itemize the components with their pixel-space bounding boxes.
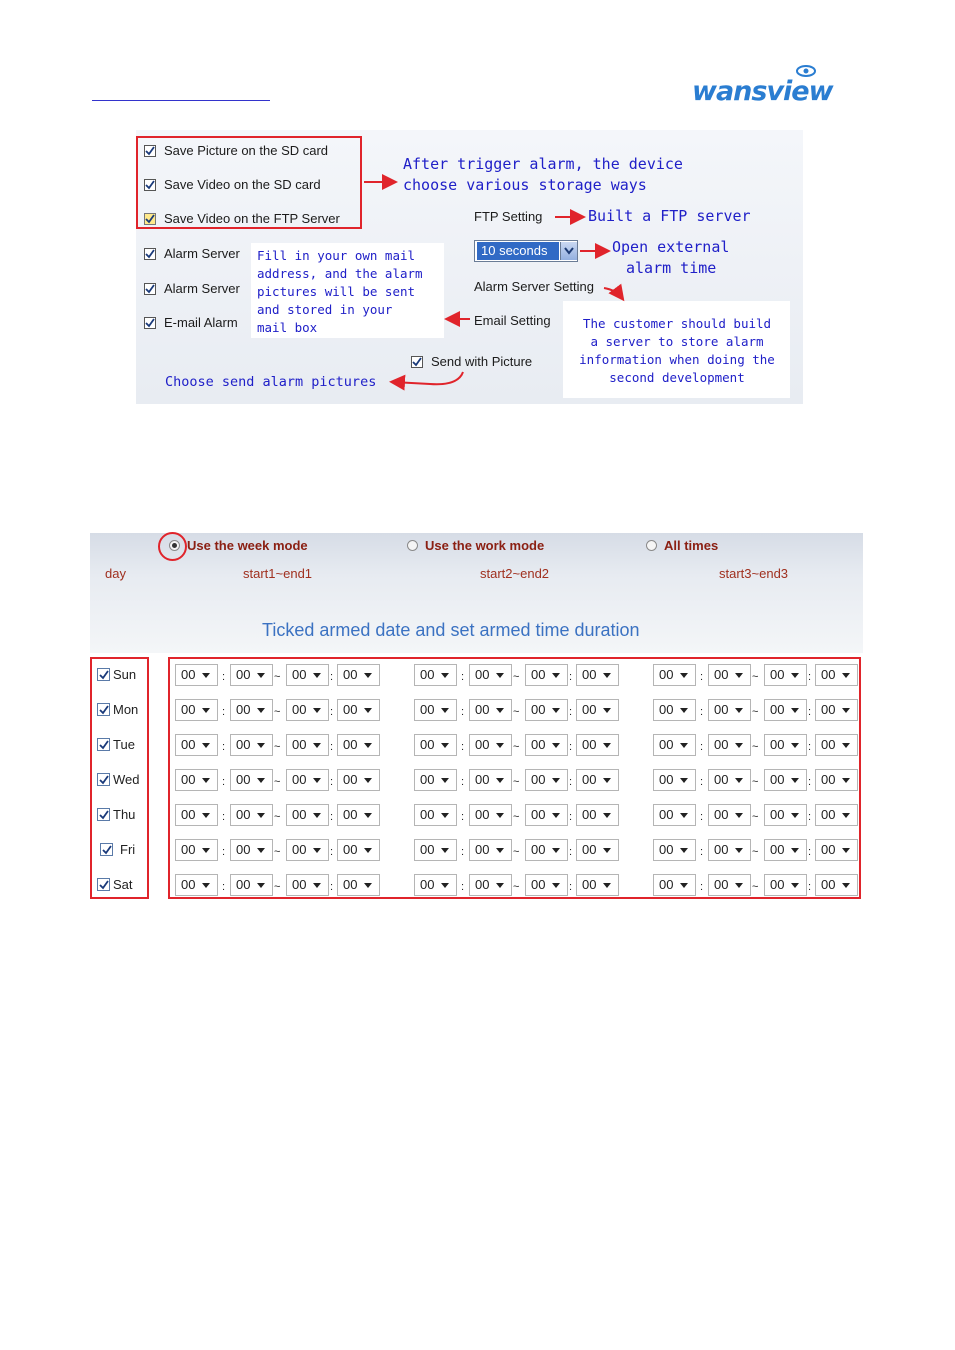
work-mode-radio[interactable] bbox=[407, 538, 544, 553]
time-dropdown[interactable]: 00 bbox=[576, 804, 619, 826]
time-separator: ~ bbox=[274, 846, 281, 858]
mail-note: Fill in your own mail address, and the alarm pictures will be sent and stored in your mail box bbox=[257, 248, 423, 335]
time-dropdown[interactable]: 00 bbox=[175, 769, 218, 791]
external-note: Open external alarm time bbox=[612, 238, 730, 277]
time-separator: : bbox=[461, 846, 465, 858]
time-separator: : bbox=[330, 671, 334, 683]
time-dropdown[interactable]: 00 bbox=[576, 734, 619, 756]
radio-icon[interactable] bbox=[646, 540, 657, 551]
time-dropdown[interactable]: 00 bbox=[576, 839, 619, 861]
storage-note: After trigger alarm, the device choose various storage ways bbox=[403, 155, 683, 194]
radio-label: All times bbox=[664, 538, 719, 553]
time-dropdown[interactable]: 00 bbox=[175, 874, 218, 896]
server-note: The customer should build a server to store alarm information when doing the second development bbox=[579, 316, 775, 385]
alarm-server-setting-link[interactable]: Alarm Server Setting bbox=[474, 279, 594, 294]
time-dropdown[interactable]: 00 bbox=[337, 664, 380, 686]
time-separator: : bbox=[461, 776, 465, 788]
time-separator: : bbox=[700, 811, 704, 823]
time-separator: ~ bbox=[752, 776, 759, 788]
time-dropdown[interactable]: 00 bbox=[230, 734, 273, 756]
time-dropdown[interactable]: 00 bbox=[653, 769, 696, 791]
time-dropdown[interactable]: 00 bbox=[414, 734, 457, 756]
radio-icon[interactable] bbox=[407, 540, 418, 551]
time-separator: : bbox=[461, 706, 465, 718]
time-dropdown[interactable]: 00 bbox=[414, 769, 457, 791]
time-separator: : bbox=[700, 881, 704, 893]
time-separator: ~ bbox=[752, 846, 759, 858]
annotation-arrows bbox=[136, 130, 803, 404]
time-dropdown[interactable]: 00 bbox=[286, 839, 329, 861]
time-separator: : bbox=[569, 881, 573, 893]
time-separator: : bbox=[222, 776, 226, 788]
time-dropdown[interactable]: 00 bbox=[653, 664, 696, 686]
time-dropdown[interactable]: 00 bbox=[815, 664, 858, 686]
time-separator: ~ bbox=[274, 741, 281, 753]
time-separator: ~ bbox=[274, 671, 281, 683]
time-dropdown[interactable]: 00 bbox=[764, 839, 807, 861]
time-dropdown[interactable]: 00 bbox=[764, 734, 807, 756]
option-label: E-mail Alarm bbox=[164, 315, 238, 330]
time-separator: : bbox=[808, 811, 812, 823]
time-dropdown[interactable]: 00 bbox=[815, 839, 858, 861]
time-separator: ~ bbox=[513, 776, 520, 788]
time-separator: ~ bbox=[513, 706, 520, 718]
time-dropdown[interactable]: 00 bbox=[469, 699, 512, 721]
brand-logo bbox=[692, 66, 862, 106]
time-dropdown[interactable]: 00 bbox=[764, 699, 807, 721]
week-mode-radio[interactable] bbox=[169, 538, 308, 553]
time-dropdown[interactable]: 00 bbox=[653, 874, 696, 896]
time-dropdown[interactable]: 00 bbox=[708, 699, 751, 721]
time-dropdown[interactable]: 00 bbox=[469, 769, 512, 791]
time-dropdown[interactable]: 00 bbox=[576, 769, 619, 791]
eye-icon bbox=[792, 64, 820, 78]
time-dropdown[interactable]: 00 bbox=[815, 734, 858, 756]
time-dropdown[interactable]: 00 bbox=[708, 734, 751, 756]
time-separator: : bbox=[222, 741, 226, 753]
time-separator: : bbox=[808, 671, 812, 683]
time-separator: : bbox=[808, 706, 812, 718]
time-separator: : bbox=[222, 671, 226, 683]
time-dropdown[interactable]: 00 bbox=[286, 699, 329, 721]
time-dropdown[interactable]: 00 bbox=[469, 874, 512, 896]
time-dropdown[interactable]: 00 bbox=[653, 839, 696, 861]
day-label: Fri bbox=[120, 842, 136, 857]
time-dropdown[interactable]: 00 bbox=[230, 699, 273, 721]
select-value: 10 seconds bbox=[477, 242, 559, 260]
time-dropdown[interactable]: 00 bbox=[469, 839, 512, 861]
column-label-3: start3~end3 bbox=[719, 566, 789, 581]
time-dropdown[interactable]: 00 bbox=[286, 804, 329, 826]
time-dropdown[interactable]: 00 bbox=[525, 664, 568, 686]
time-separator: ~ bbox=[752, 706, 759, 718]
time-dropdown[interactable]: 00 bbox=[414, 664, 457, 686]
time-dropdown[interactable]: 00 bbox=[286, 664, 329, 686]
time-separator: : bbox=[808, 776, 812, 788]
time-separator: : bbox=[222, 881, 226, 893]
time-separator: ~ bbox=[513, 671, 520, 683]
time-separator: ~ bbox=[752, 671, 759, 683]
time-separator: : bbox=[569, 706, 573, 718]
time-separator: ~ bbox=[513, 741, 520, 753]
option-label: Alarm Server bbox=[164, 281, 240, 296]
logo-text: wansview bbox=[692, 76, 833, 107]
time-separator: ~ bbox=[513, 811, 520, 823]
day-label: Sun bbox=[113, 667, 137, 682]
time-dropdown[interactable]: 00 bbox=[414, 804, 457, 826]
day-label: Tue bbox=[113, 737, 135, 752]
time-dropdown[interactable]: 00 bbox=[525, 804, 568, 826]
day-label: Mon bbox=[113, 702, 139, 717]
selected-mode-highlight bbox=[158, 532, 187, 561]
time-dropdown[interactable]: 00 bbox=[230, 839, 273, 861]
time-dropdown[interactable]: 00 bbox=[230, 664, 273, 686]
time-separator: : bbox=[808, 881, 812, 893]
time-dropdown[interactable]: 00 bbox=[286, 874, 329, 896]
time-dropdown[interactable]: 00 bbox=[815, 699, 858, 721]
time-dropdown[interactable]: 00 bbox=[764, 664, 807, 686]
time-separator: : bbox=[700, 741, 704, 753]
day-label: Wed bbox=[113, 772, 140, 787]
time-dropdown[interactable]: 00 bbox=[815, 874, 858, 896]
time-dropdown[interactable]: 00 bbox=[337, 839, 380, 861]
time-separator: ~ bbox=[513, 881, 520, 893]
time-dropdown[interactable]: 00 bbox=[815, 769, 858, 791]
time-dropdown[interactable]: 00 bbox=[764, 769, 807, 791]
time-dropdown[interactable]: 00 bbox=[653, 804, 696, 826]
time-dropdown[interactable]: 00 bbox=[175, 699, 218, 721]
alarm-settings-panel bbox=[136, 130, 803, 404]
time-separator: : bbox=[330, 776, 334, 788]
option-label: Save Video on the FTP Server bbox=[164, 211, 340, 226]
time-dropdown[interactable]: 00 bbox=[175, 734, 218, 756]
time-separator: ~ bbox=[513, 846, 520, 858]
time-separator: : bbox=[569, 776, 573, 788]
time-separator: : bbox=[330, 846, 334, 858]
time-dropdown[interactable]: 00 bbox=[525, 874, 568, 896]
time-dropdown[interactable]: 00 bbox=[653, 699, 696, 721]
time-separator: : bbox=[222, 706, 226, 718]
all-times-radio[interactable] bbox=[646, 538, 718, 553]
time-separator: : bbox=[569, 671, 573, 683]
time-dropdown[interactable]: 00 bbox=[414, 874, 457, 896]
time-separator: : bbox=[808, 741, 812, 753]
ftp-setting-link[interactable]: FTP Setting bbox=[474, 209, 543, 224]
days-highlight bbox=[90, 657, 149, 899]
column-label-1: start1~end1 bbox=[243, 566, 313, 581]
day-column-label: day bbox=[105, 566, 126, 581]
time-dropdown[interactable]: 00 bbox=[175, 804, 218, 826]
time-dropdown[interactable]: 00 bbox=[708, 839, 751, 861]
time-dropdown[interactable]: 00 bbox=[815, 804, 858, 826]
time-separator: ~ bbox=[752, 811, 759, 823]
time-dropdown[interactable]: 00 bbox=[525, 699, 568, 721]
time-dropdown[interactable]: 00 bbox=[525, 839, 568, 861]
time-dropdown[interactable]: 00 bbox=[653, 734, 696, 756]
time-separator: : bbox=[569, 741, 573, 753]
time-separator: : bbox=[330, 706, 334, 718]
radio-label: Use the week mode bbox=[187, 538, 308, 553]
time-dropdown[interactable]: 00 bbox=[337, 769, 380, 791]
option-label: Send with Picture bbox=[431, 354, 533, 369]
time-separator: : bbox=[222, 811, 226, 823]
time-dropdown[interactable]: 00 bbox=[525, 734, 568, 756]
day-label: Thu bbox=[113, 807, 136, 822]
time-separator: : bbox=[330, 881, 334, 893]
times-highlight bbox=[168, 657, 861, 899]
time-dropdown[interactable]: 00 bbox=[230, 769, 273, 791]
time-dropdown[interactable]: 00 bbox=[175, 839, 218, 861]
time-separator: : bbox=[461, 741, 465, 753]
time-dropdown[interactable]: 00 bbox=[469, 664, 512, 686]
radio-label: Use the work mode bbox=[425, 538, 545, 553]
time-separator: : bbox=[222, 846, 226, 858]
time-dropdown[interactable]: 00 bbox=[414, 839, 457, 861]
time-separator: ~ bbox=[752, 741, 759, 753]
time-dropdown[interactable]: 00 bbox=[337, 699, 380, 721]
time-separator: : bbox=[700, 776, 704, 788]
time-dropdown[interactable]: 00 bbox=[230, 804, 273, 826]
time-dropdown[interactable]: 00 bbox=[337, 734, 380, 756]
time-dropdown[interactable]: 00 bbox=[576, 874, 619, 896]
time-dropdown[interactable]: 00 bbox=[286, 734, 329, 756]
time-dropdown[interactable]: 00 bbox=[414, 699, 457, 721]
option-label: Alarm Server bbox=[164, 246, 240, 261]
time-dropdown[interactable]: 00 bbox=[469, 804, 512, 826]
time-separator: ~ bbox=[274, 706, 281, 718]
column-label-2: start2~end2 bbox=[480, 566, 550, 581]
schedule-title: Ticked armed date and set armed time duration bbox=[262, 620, 640, 640]
option-label: Save Picture on the SD card bbox=[164, 143, 329, 158]
time-dropdown[interactable]: 00 bbox=[525, 769, 568, 791]
send-pictures-note: Choose send alarm pictures bbox=[165, 374, 377, 390]
time-dropdown[interactable]: 00 bbox=[708, 664, 751, 686]
time-separator: : bbox=[569, 811, 573, 823]
time-separator: : bbox=[700, 846, 704, 858]
time-dropdown[interactable]: 00 bbox=[576, 664, 619, 686]
time-separator: : bbox=[700, 671, 704, 683]
time-dropdown[interactable]: 00 bbox=[708, 769, 751, 791]
time-dropdown[interactable]: 00 bbox=[708, 874, 751, 896]
option-label: Save Video on the SD card bbox=[164, 177, 321, 192]
time-dropdown[interactable]: 00 bbox=[708, 804, 751, 826]
time-separator: : bbox=[808, 846, 812, 858]
time-separator: ~ bbox=[274, 776, 281, 788]
time-separator: : bbox=[330, 741, 334, 753]
time-separator: : bbox=[461, 881, 465, 893]
time-dropdown[interactable]: 00 bbox=[337, 874, 380, 896]
time-separator: : bbox=[569, 846, 573, 858]
header-link[interactable] bbox=[92, 86, 270, 101]
time-separator: ~ bbox=[274, 881, 281, 893]
time-dropdown[interactable]: 00 bbox=[576, 699, 619, 721]
time-dropdown[interactable]: 00 bbox=[469, 734, 512, 756]
time-separator: : bbox=[330, 811, 334, 823]
time-separator: ~ bbox=[752, 881, 759, 893]
time-separator: : bbox=[461, 671, 465, 683]
time-dropdown[interactable]: 00 bbox=[764, 874, 807, 896]
email-setting-link[interactable]: Email Setting bbox=[474, 313, 551, 328]
time-dropdown[interactable]: 00 bbox=[230, 874, 273, 896]
time-dropdown[interactable]: 00 bbox=[764, 804, 807, 826]
time-dropdown[interactable]: 00 bbox=[175, 664, 218, 686]
time-separator: : bbox=[461, 811, 465, 823]
ftp-note: Built a FTP server bbox=[588, 207, 751, 225]
time-dropdown[interactable]: 00 bbox=[286, 769, 329, 791]
day-label: Sat bbox=[113, 877, 133, 892]
time-dropdown[interactable]: 00 bbox=[337, 804, 380, 826]
time-separator: : bbox=[700, 706, 704, 718]
time-separator: ~ bbox=[274, 811, 281, 823]
